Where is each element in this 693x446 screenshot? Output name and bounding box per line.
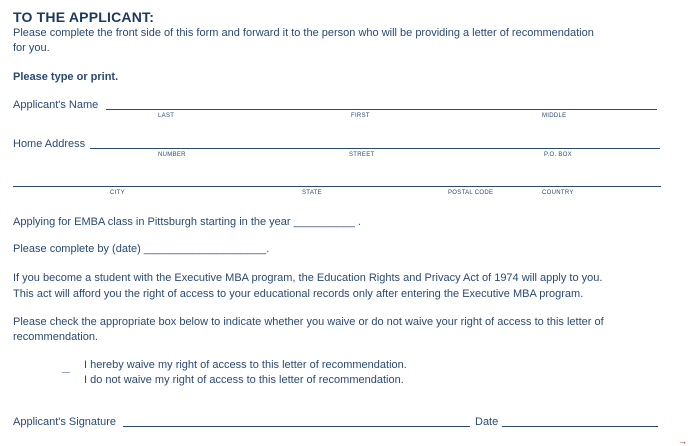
caption-first: FIRST — [351, 113, 370, 119]
home-address-label: Home Address — [13, 138, 86, 150]
privacy-line-1: If you become a student with the Executive MBA program, the Education Rights and Privacy Act of 1974 will apply to you. — [13, 272, 603, 284]
emba-year-field[interactable]: __________ — [293, 216, 355, 228]
complete-by-text: Please complete by (date) — [13, 243, 141, 255]
caption-last: LAST — [158, 113, 175, 119]
intro-line-1: Please complete the front side of this form and forward it to the person who will be providing a letter of recommendation — [13, 27, 594, 39]
home-address-field[interactable] — [90, 148, 660, 149]
signature-label: Applicant's Signature — [13, 416, 116, 428]
signature-field[interactable] — [123, 426, 470, 427]
date-field[interactable] — [502, 426, 658, 427]
page-heading: TO THE APPLICANT: — [13, 9, 155, 25]
applicant-name-label: Applicant's Name — [13, 99, 99, 111]
emba-line — [13, 216, 361, 228]
check-instruction-1: Please check the appropriate box below to indicate whether you waive or do not waive your right of access to this letter of — [13, 316, 604, 328]
type-or-print-note: Please type or print. — [13, 71, 119, 83]
caption-city: CITY — [110, 190, 125, 196]
address-line-2-field[interactable] — [13, 186, 661, 187]
privacy-line-2: This act will afford you the right of access to your educational records only after entering the Executive MBA program. — [13, 288, 584, 300]
checkbox-mark[interactable] — [62, 372, 70, 373]
corner-arrow-icon: → — [678, 436, 687, 446]
caption-po-box: P.O. BOX — [544, 152, 572, 158]
caption-number: NUMBER — [158, 152, 186, 158]
emba-suffix: . — [357, 216, 361, 228]
not-waive-option[interactable]: I do not waive my right of access to this letter of recommendation. — [84, 374, 404, 386]
caption-state: STATE — [302, 190, 322, 196]
emba-text: Applying for EMBA class in Pittsburgh starting in the year — [13, 216, 291, 228]
caption-middle: MIDDLE — [542, 113, 567, 119]
complete-by-date-field[interactable]: ____________________ — [143, 243, 267, 255]
caption-country: COUNTRY — [542, 190, 574, 196]
complete-by-line — [13, 243, 269, 255]
date-label: Date — [475, 416, 499, 428]
caption-postal-code: POSTAL CODE — [448, 190, 494, 196]
caption-street: STREET — [349, 152, 375, 158]
complete-by-suffix: . — [266, 243, 270, 255]
check-instruction-2: recommendation. — [13, 331, 98, 343]
waive-option[interactable]: I hereby waive my right of access to this letter of recommendation. — [84, 359, 407, 371]
applicant-name-field[interactable] — [106, 109, 657, 110]
intro-line-2: for you. — [13, 42, 50, 54]
